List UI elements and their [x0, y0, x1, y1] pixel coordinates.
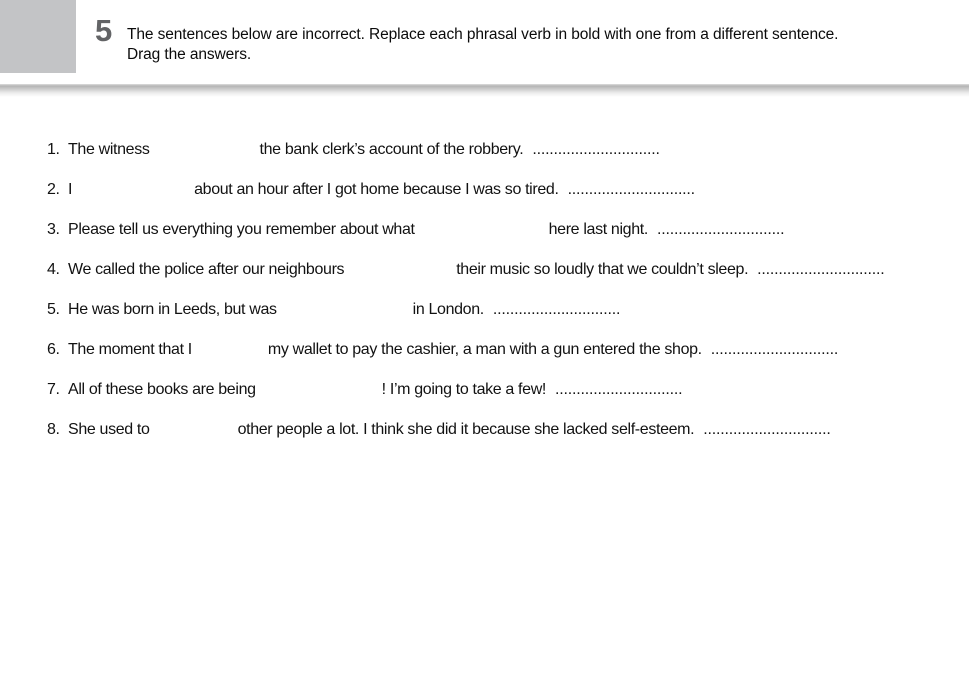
answer-dotted-line: ..............................	[567, 181, 695, 198]
corner-decoration-block	[0, 0, 79, 73]
header-divider-bar	[0, 84, 969, 97]
sentence-text-before: The moment that I	[68, 341, 192, 358]
sentence-text-before: All of these books are being	[68, 381, 256, 398]
answer-drop-zone[interactable]	[277, 298, 413, 322]
sentence-row	[47, 130, 969, 170]
sentence-text-after: about an hour after I got home because I was so tired.	[194, 181, 559, 198]
sentence-text-before: He was born in Leeds, but was	[68, 301, 277, 318]
sentence-row	[47, 370, 969, 410]
sentence-number: 3.	[47, 221, 60, 238]
answer-dotted-line: ..............................	[703, 421, 831, 438]
answer-dotted-line: ..............................	[532, 141, 660, 158]
answer-drop-zone[interactable]	[150, 138, 260, 162]
exercise-instructions: The sentences below are incorrect. Replace each phrasal verb in bold with one from a different sentence. Drag the answers.	[127, 26, 839, 63]
sentence-text-before: The witness	[68, 141, 150, 158]
sentence-list	[47, 130, 969, 450]
sentence-number: 6.	[47, 341, 60, 358]
sentence-text-after: their music so loudly that we couldn’t sleep.	[456, 261, 749, 278]
sentence-row	[47, 330, 969, 370]
sentence-number: 1.	[47, 141, 60, 158]
sentence-number: 7.	[47, 381, 60, 398]
answer-dotted-line: ..............................	[492, 301, 621, 318]
sentence-row	[47, 250, 969, 290]
sentence-text-before: I	[68, 181, 73, 198]
sentence-text-after: ! I’m going to take a few!	[381, 381, 546, 398]
exercise-number: 5	[95, 13, 112, 48]
answer-drop-zone[interactable]	[192, 338, 268, 362]
sentence-text-after: here last night.	[548, 221, 648, 238]
sentence-text-before: Please tell us everything you remember about what	[68, 221, 415, 238]
sentence-number: 8.	[47, 421, 60, 438]
answer-drop-zone[interactable]	[415, 218, 549, 242]
answer-dotted-line: ..............................	[555, 381, 683, 398]
sentence-text-after: the bank clerk’s account of the robbery.	[259, 141, 524, 158]
answer-dotted-line: ..............................	[656, 221, 785, 238]
sentence-number: 5.	[47, 301, 60, 318]
answer-drop-zone[interactable]	[344, 258, 456, 282]
sentence-row	[47, 290, 969, 330]
sentence-text-after: in London.	[412, 301, 484, 318]
sentence-text-before: She used to	[68, 421, 150, 438]
sentence-row	[47, 210, 969, 250]
sentence-text-before: We called the police after our neighbours	[68, 261, 345, 278]
sentence-row	[47, 410, 969, 450]
answer-drop-zone[interactable]	[72, 178, 194, 202]
sentence-text-after: my wallet to pay the cashier, a man with a gun entered the shop.	[267, 341, 702, 358]
answer-dotted-line: ..............................	[710, 341, 839, 358]
answer-dotted-line: ..............................	[757, 261, 885, 278]
sentence-number: 2.	[47, 181, 60, 198]
sentence-number: 4.	[47, 261, 60, 278]
sentence-text-after: other people a lot. I think she did it because she lacked self-esteem.	[237, 421, 695, 438]
sentence-row	[47, 170, 969, 210]
answer-drop-zone[interactable]	[150, 418, 238, 442]
answer-drop-zone[interactable]	[256, 378, 382, 402]
